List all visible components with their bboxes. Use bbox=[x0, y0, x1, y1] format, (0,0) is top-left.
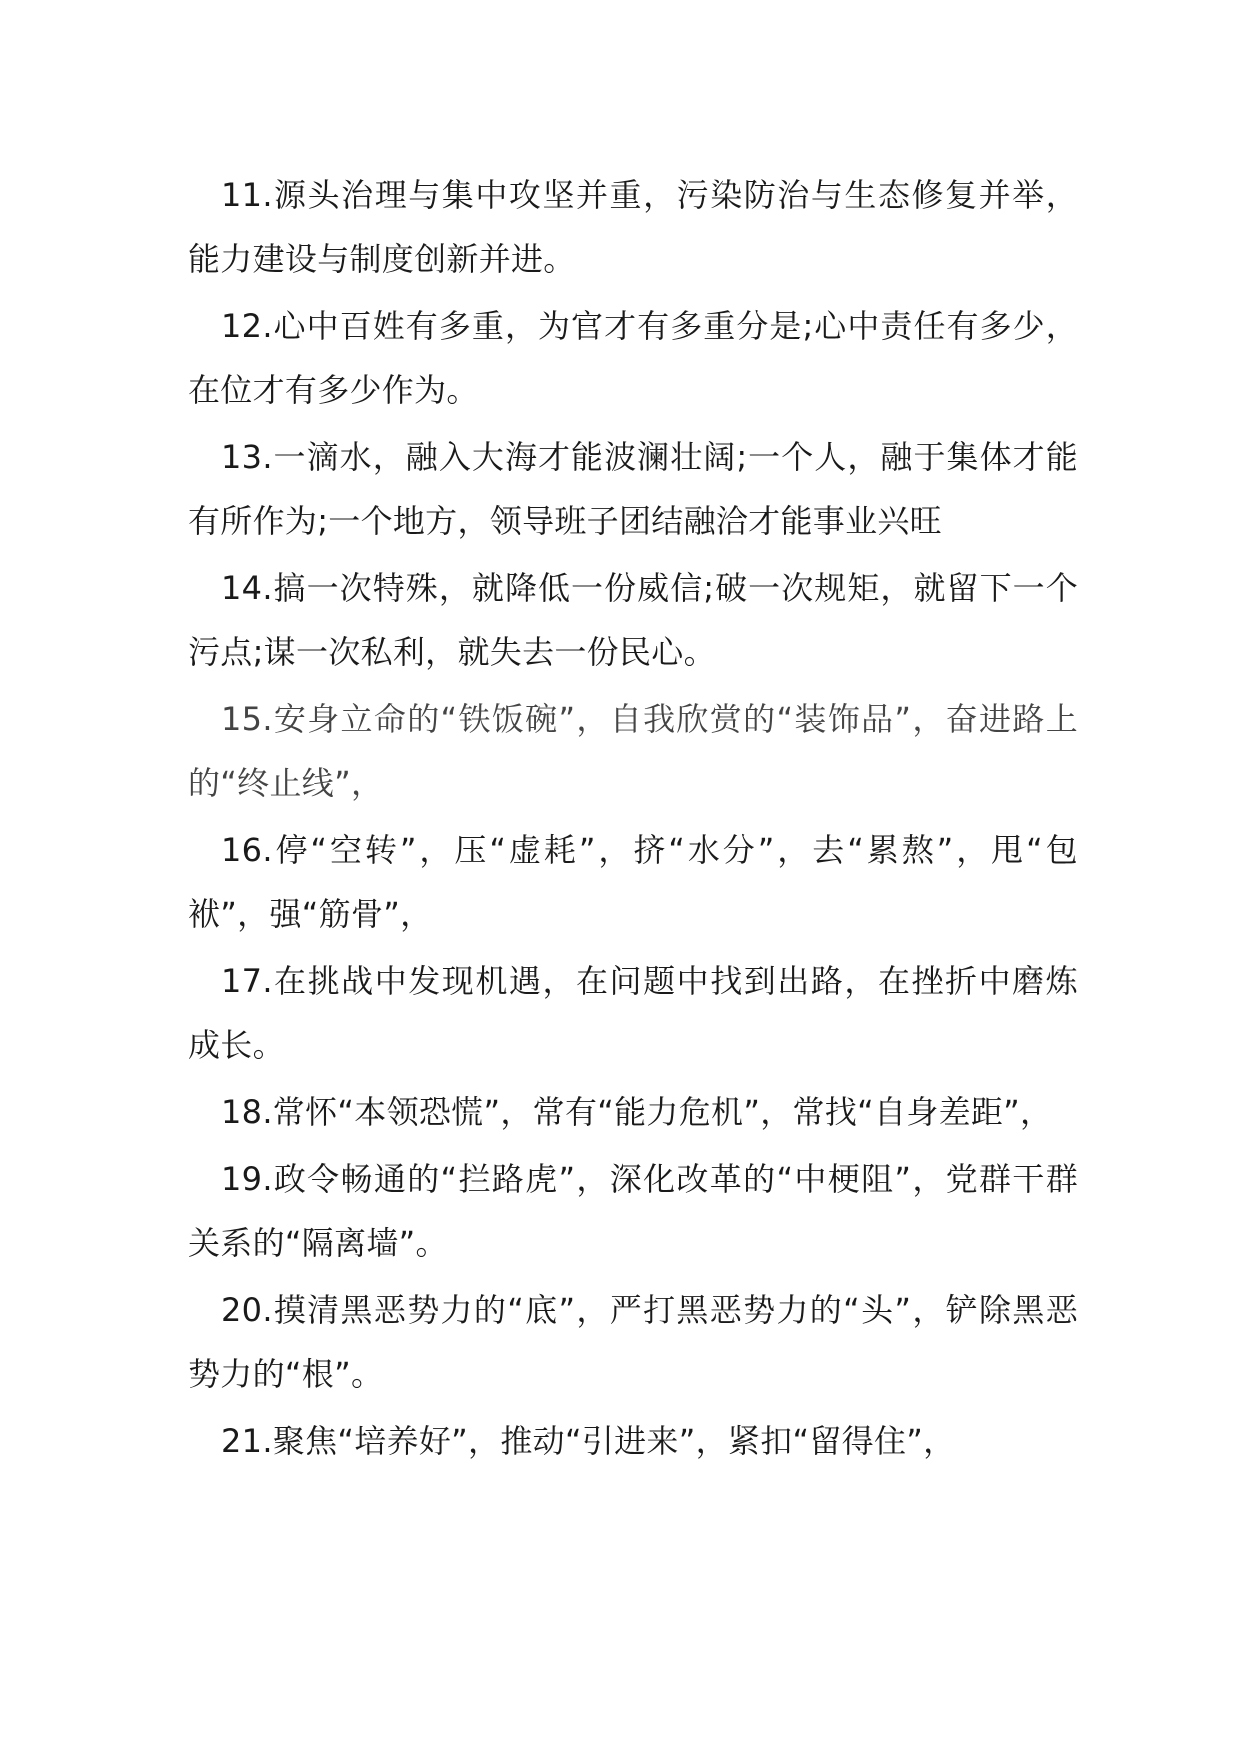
paragraph-19: 19.政令畅通的“拦路虎”，深化改革的“中梗阻”，党群干群关系的“隔离墙”。 bbox=[188, 1160, 1078, 1262]
paragraph-18: 18.常怀“本领恐慌”，常有“能力危机”，常找“自身差距”， bbox=[221, 1093, 1053, 1131]
document-body bbox=[188, 163, 1078, 1476]
paragraph-16: 16.停“空转”，压“虚耗”，挤“水分”，去“累熬”，甩“包袱”，强“筋骨”， bbox=[188, 831, 1078, 933]
paragraph-11: 11.源头治理与集中攻坚并重，污染防治与生态修复并举，能力建设与制度创新并进。 bbox=[188, 176, 1078, 278]
paragraph-15: 15.安身立命的“铁饭碗”，自我欣赏的“装饰品”，奋进路上的“终止线”， bbox=[188, 700, 1078, 802]
paragraph-12: 12.心中百姓有多重，为官才有多重分是;心中责任有多少，在位才有多少作为。 bbox=[188, 307, 1078, 409]
paragraph-14: 14.搞一次特殊，就降低一份威信;破一次规矩，就留下一个污点;谋一次私利，就失去一份民心。 bbox=[188, 569, 1078, 671]
paragraph-21: 21.聚焦“培养好”，推动“引进来”，紧扣“留得住”， bbox=[221, 1422, 956, 1460]
paragraph-20: 20.摸清黑恶势力的“底”，严打黑恶势力的“头”，铲除黑恶势力的“根”。 bbox=[188, 1291, 1078, 1393]
paragraph-17: 17.在挑战中发现机遇，在问题中找到出路，在挫折中磨炼成长。 bbox=[188, 962, 1078, 1064]
paragraph-13: 13.一滴水，融入大海才能波澜壮阔;一个人，融于集体才能有所作为;一个地方，领导班子团结融洽才能事业兴旺 bbox=[188, 438, 1078, 540]
